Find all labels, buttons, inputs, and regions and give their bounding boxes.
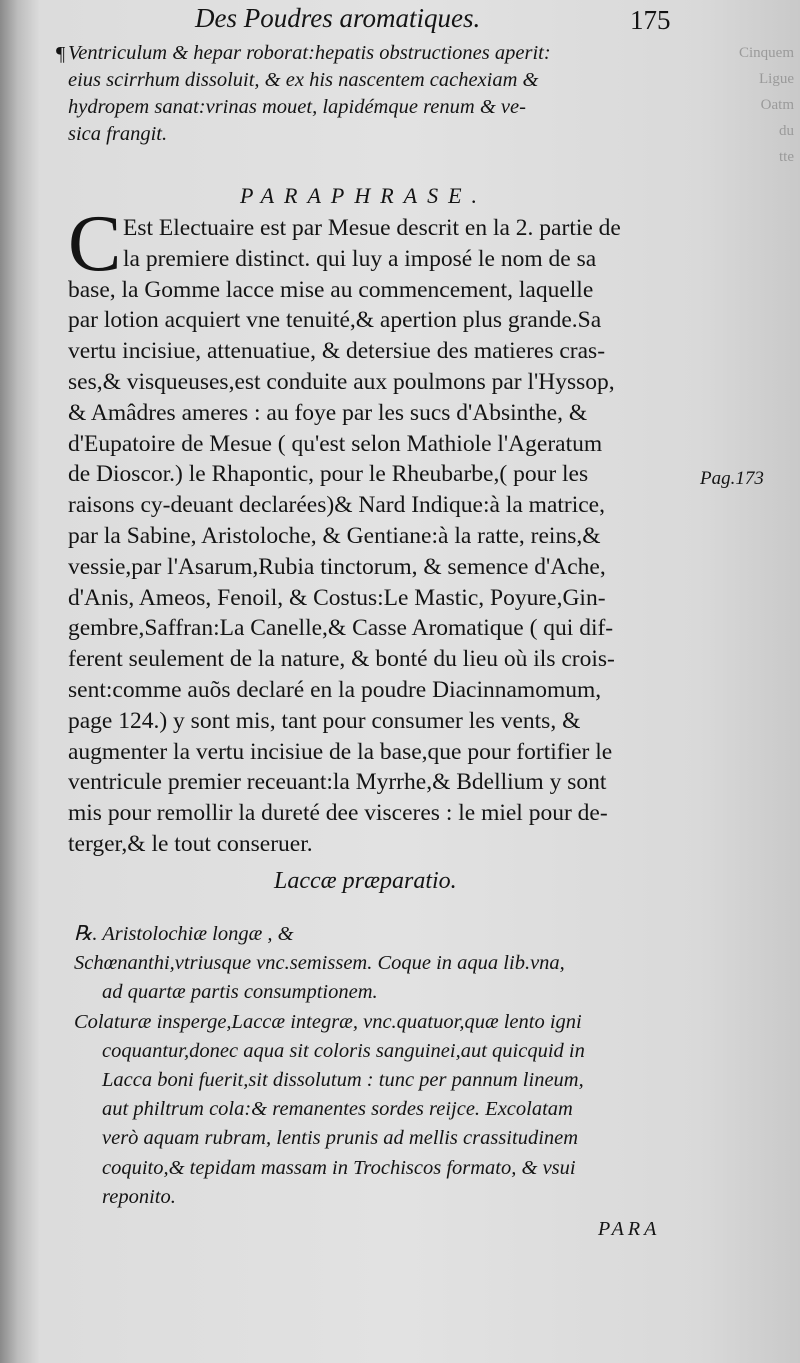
margin-note: Pag.173 (700, 468, 764, 489)
text-line: Lacca boni fuerit,sit dissolutum : tunc per pannum lineum, (102, 1069, 584, 1092)
text-line: verò aquam rubram, lentis prunis ad mellis crassitudinem (102, 1127, 579, 1150)
paraphrase-paragraph (68, 200, 708, 860)
text-line: mis pour remollir la dureté dee visceres : le miel pour de- (68, 800, 608, 827)
text-line: par la Sabine, Aristoloche, & Gentiane:à la ratte, reins,& (68, 522, 601, 549)
text-line: ses,& visqueuses,est conduite aux poulmons par l'Hyssop, (68, 368, 615, 395)
bleed-through-word: du (779, 123, 794, 139)
text-line: Schœnanthi,vtriusque vnc.semissem. Coque in aqua lib.vna, (74, 952, 565, 975)
text-line: ventricule premier receuant:la Myrrhe,& Bdellium y sont (68, 769, 607, 796)
text-line: base, la Gomme lacce mise au commencement, laquelle (68, 276, 594, 303)
bleed-through-text (724, 40, 800, 170)
section-heading: PARAPHRASE. (240, 183, 488, 208)
text-line: terger,& le tout conseruer. (68, 830, 313, 857)
text-line: sent:comme auõs declaré en la poudre Diacinnamomum, (68, 676, 602, 703)
text-line: & Amâdres ameres : au foye par les sucs d'Absinthe, & (68, 399, 588, 426)
text-line: vessie,par l'Asarum,Rubia tinctorum, & semence d'Ache, (68, 553, 606, 580)
text-line: raisons cy-deuant declarées)& Nard Indique:à la matrice, (68, 492, 605, 519)
text-line: Ventriculum & hepar roborat:hepatis obstructiones aperit: (68, 42, 551, 64)
text-line: ℞. Aristolochiæ longæ , & (74, 923, 294, 945)
text-line: gembre,Saffran:La Canelle,& Casse Aromatique ( qui dif- (68, 615, 614, 642)
text-line: de Dioscor.) le Rhapontic, pour le Rheubarbe,( pour les (68, 461, 589, 488)
bleed-through-word: Ligue (759, 71, 794, 87)
text-line: aut philtrum cola:& remanentes sordes reijce. Excolatam (102, 1098, 573, 1121)
text-line: Colaturæ insperge,Laccæ integræ, vnc.quatuor,quæ lento igni (74, 1010, 582, 1033)
text-line: coquantur,donec aqua sit coloris sanguinei,aut quicquid in (102, 1039, 585, 1062)
text-line: la premiere distinct. qui luy a imposé le nom de sa (123, 245, 597, 272)
section-heading: Laccæ præparatio. (274, 868, 457, 894)
text-line: augmenter la vertu incisiue de la base,que pour fortifier le (68, 738, 613, 765)
pilcrow-icon: ¶ (56, 43, 66, 65)
text-line: sica frangit. (68, 123, 168, 145)
text-line: vertu incisiue, attenuatiue, & detersiue des matieres cras- (68, 338, 606, 365)
text-line: hydropem sanat:vrinas mouet, lapidémque renum & ve- (68, 96, 526, 118)
text-line: coquito,& tepidam massam in Trochiscos formato, & vsui (102, 1156, 576, 1179)
text-line: d'Anis, Ameos, Fenoil, & Costus:Le Mastic, Poyure,Gin- (68, 584, 606, 611)
intro-paragraph (56, 40, 728, 148)
text-line: ad quartæ partis consumptionem. (102, 981, 378, 1004)
text-line: reponito. (102, 1185, 176, 1208)
text-line: par lotion acquiert vne tenuité,& apertion plus grande.Sa (68, 307, 602, 334)
catchword: PARA (598, 1218, 661, 1240)
bleed-through-word: tte (779, 149, 794, 165)
page-number: 175 (630, 5, 671, 35)
text-line: d'Eupatoire de Mesue ( qu'est selon Mathiole l'Ageratum (68, 430, 603, 457)
recipe-paragraph (74, 920, 714, 1212)
bleed-through-word: Oatm (760, 97, 794, 113)
text-line: Est Electuaire est par Mesue descrit en la 2. partie de (123, 215, 621, 241)
text-line: page 124.) y sont mis, tant pour consumer les vents, & (68, 707, 581, 734)
bleed-through-word: Cinquem (739, 45, 794, 61)
running-head: Des Poudres aromatiques. (195, 3, 481, 33)
drop-cap: C (68, 200, 122, 288)
text-line: ferent seulement de la nature, & bonté du lieu où ils crois- (68, 646, 615, 673)
text-line: eius scirrhum dissoluit, & ex his nascentem cachexiam & (68, 69, 539, 91)
